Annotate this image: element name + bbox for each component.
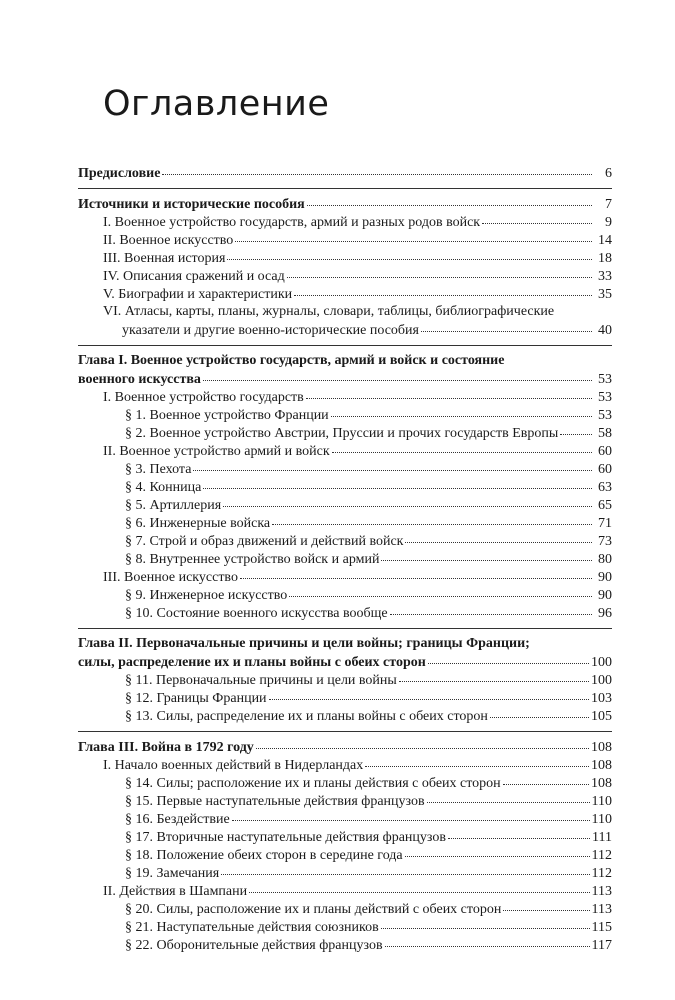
toc-page-number: 7 <box>605 197 612 212</box>
toc-page-number: 96 <box>598 606 612 621</box>
toc-page-number: 90 <box>598 588 612 603</box>
toc-entry[interactable] <box>78 285 612 303</box>
toc-page-number: 65 <box>598 498 612 513</box>
toc-entry-title: указатели и другие военно-исторические пособия <box>122 323 419 338</box>
toc-entry-title: Глава I. Военное устройство государств, армий и войск и состояние <box>78 353 505 368</box>
toc-entry-title: § 18. Положение обеих сторон в середине года <box>125 848 403 863</box>
dot-leader <box>294 283 592 296</box>
toc-entry-title: VI. Атласы, карты, планы, журналы, словари, таблицы, библиографические <box>103 304 555 319</box>
toc-page-number: 112 <box>591 866 612 881</box>
dot-leader <box>162 162 592 175</box>
dot-leader <box>385 934 590 947</box>
toc-entry-title: § 16. Бездействие <box>125 812 230 827</box>
toc-entry-title: II. Военное устройство армий и войск <box>103 444 330 459</box>
toc-entry-title: § 1. Военное устройство Франции <box>125 408 329 423</box>
toc-entry[interactable] <box>78 321 612 339</box>
toc-entry-title: § 6. Инженерные войска <box>125 516 271 531</box>
toc-page-number: 40 <box>598 323 612 338</box>
toc-entry[interactable] <box>78 164 612 182</box>
toc-entry-title: § 21. Наступательные действия союзников <box>125 920 379 935</box>
toc-page-number: 53 <box>598 408 612 423</box>
toc-entry-title: Глава III. Война в 1792 году <box>78 740 254 755</box>
toc-page-number: 33 <box>598 269 612 284</box>
toc-entry[interactable] <box>78 707 612 725</box>
toc-entry-title: § 20. Силы, расположение их и планы действий с обеих сторон <box>125 902 502 917</box>
dot-leader <box>232 808 590 821</box>
toc-entry-title: § 7. Строй и образ движений и действий войск <box>125 534 404 549</box>
toc-page-number: 103 <box>591 691 612 706</box>
dot-leader <box>235 229 592 242</box>
toc-entry-title: III. Военное искусство <box>103 570 238 585</box>
dot-leader <box>405 530 592 543</box>
toc-page-number: 108 <box>591 758 612 773</box>
toc-page-number: 100 <box>591 655 612 670</box>
toc-entry-title: I. Военное устройство государств, армий и разных родов войск <box>103 215 481 230</box>
toc-page-number: 60 <box>598 462 612 477</box>
dot-leader <box>249 880 589 893</box>
toc-page-number: 71 <box>598 516 612 531</box>
dot-leader <box>421 319 592 332</box>
page-title: Оглавление <box>103 84 330 124</box>
toc-page-number: 115 <box>591 920 612 935</box>
toc-entry-title: II. Военное искусство <box>103 233 234 248</box>
toc-entry-title: § 19. Замечания <box>125 866 220 881</box>
toc-entry-title: силы, распределение их и планы войны с обеих сторон <box>78 655 426 670</box>
toc-page-number: 80 <box>598 552 612 567</box>
toc-page-number: 100 <box>591 673 612 688</box>
toc-entry-title: I. Военное устройство государств <box>103 390 304 405</box>
toc-entry-title: I. Начало военных действий в Нидерландах <box>103 758 364 773</box>
dot-leader <box>269 687 589 700</box>
section-divider <box>78 628 612 629</box>
toc-entry[interactable] <box>78 936 612 954</box>
dot-leader <box>503 898 589 911</box>
toc-page-number: 73 <box>598 534 612 549</box>
toc-entry-title: III. Военная история <box>103 251 226 266</box>
dot-leader <box>332 440 592 453</box>
toc-entry-title: § 4. Конница <box>125 480 202 495</box>
toc-entry-title: § 2. Военное устройство Австрии, Пруссии и прочих государств Европы <box>125 426 559 441</box>
toc-page-number: 113 <box>591 902 612 917</box>
toc-page-number: 60 <box>598 444 612 459</box>
toc-page-number: 105 <box>591 709 612 724</box>
toc-entry-title: § 5. Артиллерия <box>125 498 222 513</box>
toc-page-number: 6 <box>605 166 612 181</box>
toc-page-number: 58 <box>598 426 612 441</box>
toc-entry-title: § 12. Границы Франции <box>125 691 267 706</box>
toc-entry-title: Глава II. Первоначальные причины и цели войны; границы Франции; <box>78 636 530 651</box>
toc-entry-title: § 11. Первоначальные причины и цели войны <box>125 673 397 688</box>
toc-page-number: 90 <box>598 570 612 585</box>
dot-leader <box>381 916 590 929</box>
table-of-contents <box>78 164 612 954</box>
dot-leader <box>227 247 592 260</box>
dot-leader <box>307 193 592 206</box>
toc-page-number: 117 <box>591 938 612 953</box>
dot-leader <box>399 669 589 682</box>
toc-entry-title: § 3. Пехота <box>125 462 192 477</box>
dot-leader <box>272 512 592 525</box>
dot-leader <box>390 602 592 615</box>
toc-entry-title: V. Биографии и характеристики <box>103 287 293 302</box>
section-divider <box>78 345 612 346</box>
toc-page-number: 53 <box>598 390 612 405</box>
dot-leader <box>256 736 589 749</box>
toc-entry-title: Источники и исторические пособия <box>78 197 305 212</box>
dot-leader <box>289 584 592 597</box>
dot-leader <box>287 265 592 278</box>
toc-page-number: 63 <box>598 480 612 495</box>
dot-leader <box>560 422 592 435</box>
dot-leader <box>405 844 590 857</box>
dot-leader <box>221 862 589 875</box>
toc-page-number: 53 <box>598 372 612 387</box>
toc-entry-title: § 22. Оборонительные действия французов <box>125 938 383 953</box>
toc-page-number: 9 <box>605 215 612 230</box>
toc-entry-title: § 8. Внутреннее устройство войск и армий <box>125 552 380 567</box>
toc-page-number: 108 <box>591 740 612 755</box>
dot-leader <box>482 211 592 224</box>
toc-page-number: 35 <box>598 287 612 302</box>
section-divider <box>78 188 612 189</box>
toc-entry-title: § 13. Силы, распределение их и планы войны с обеих сторон <box>125 709 488 724</box>
dot-leader <box>223 494 592 507</box>
toc-page-number: 110 <box>591 812 612 827</box>
dot-leader <box>427 790 590 803</box>
toc-page-number: 110 <box>591 794 612 809</box>
dot-leader <box>428 651 589 664</box>
toc-entry-title: § 14. Силы; расположение их и планы действия с обеих сторон <box>125 776 501 791</box>
dot-leader <box>193 458 592 471</box>
toc-page-number: 14 <box>598 233 612 248</box>
toc-page-number: 108 <box>591 776 612 791</box>
toc-entry-title: § 15. Первые наступательные действия французов <box>125 794 425 809</box>
toc-entry-title: Предисловие <box>78 166 161 181</box>
toc-page-number: 111 <box>592 830 612 845</box>
dot-leader <box>490 705 589 718</box>
dot-leader <box>306 386 592 399</box>
toc-page-number: 113 <box>591 884 612 899</box>
dot-leader <box>203 476 592 489</box>
section-divider <box>78 731 612 732</box>
dot-leader <box>240 566 592 579</box>
dot-leader <box>503 772 589 785</box>
toc-entry-title: § 9. Инженерное искусство <box>125 588 288 603</box>
toc-entry[interactable] <box>78 406 612 424</box>
dot-leader <box>203 368 592 381</box>
toc-page-number: 18 <box>598 251 612 266</box>
toc-entry[interactable] <box>78 604 612 622</box>
dot-leader <box>331 404 592 417</box>
dot-leader <box>365 754 589 767</box>
toc-entry-title: § 10. Состояние военного искусства вообще <box>125 606 388 621</box>
dot-leader <box>448 826 590 839</box>
toc-page-number: 112 <box>591 848 612 863</box>
toc-entry-title: IV. Описания сражений и осад <box>103 269 285 284</box>
toc-entry-title: II. Действия в Шампани <box>103 884 248 899</box>
toc-entry-title: § 17. Вторичные наступательные действия французов <box>125 830 446 845</box>
dot-leader <box>381 548 592 561</box>
toc-entry-title: военного искусства <box>78 372 201 387</box>
